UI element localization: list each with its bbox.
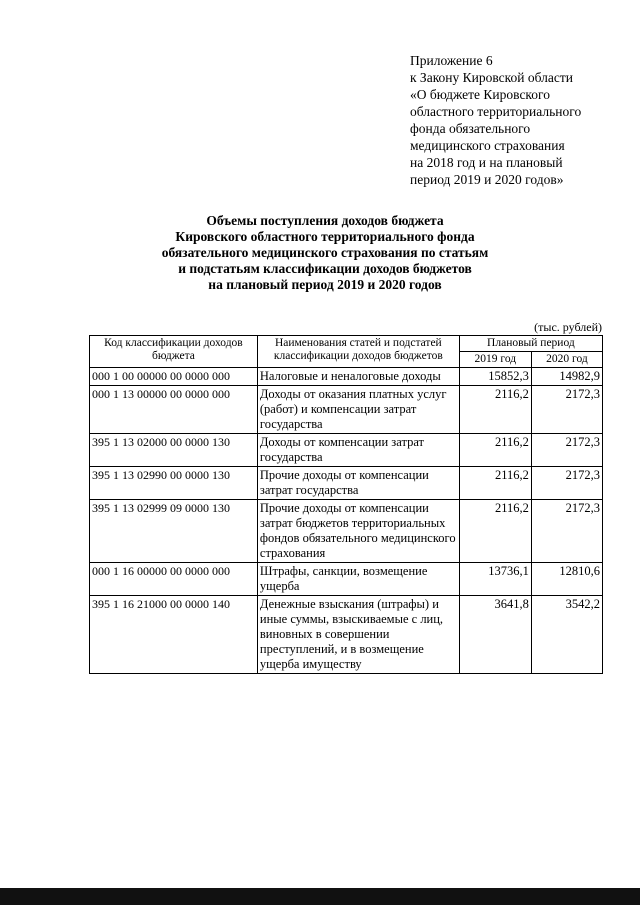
header-2020: 2020 год — [531, 352, 602, 368]
cell-name: Налоговые и неналоговые доходы — [257, 368, 459, 386]
table-row — [90, 368, 603, 386]
appendix-line: на 2018 год и на плановый — [410, 155, 563, 170]
header-code: Код классификации доходов бюджета — [90, 336, 258, 368]
cell-code: 000 1 00 00000 00 0000 000 — [90, 368, 258, 386]
cell-2019: 2116,2 — [459, 434, 531, 467]
cell-2020: 2172,3 — [531, 386, 602, 434]
scan-edge-bar — [0, 888, 640, 905]
cell-2019: 3641,8 — [459, 596, 531, 674]
appendix-note — [410, 52, 625, 188]
appendix-line: медицинского страхования — [410, 138, 565, 153]
table-row — [90, 500, 603, 563]
header-2019: 2019 год — [459, 352, 531, 368]
cell-name: Прочие доходы от компенсации затрат бюджетов территориальных фондов обязательного медицинского страхования — [257, 500, 459, 563]
appendix-line: областного территориального — [410, 104, 582, 119]
cell-name: Доходы от оказания платных услуг (работ) и компенсации затрат государства — [257, 386, 459, 434]
table-row — [90, 596, 603, 674]
cell-code: 395 1 13 02000 00 0000 130 — [90, 434, 258, 467]
title-line: на плановый период 2019 и 2020 годов — [208, 277, 442, 292]
cell-2019: 2116,2 — [459, 500, 531, 563]
cell-name: Прочие доходы от компенсации затрат государства — [257, 467, 459, 500]
cell-2019: 2116,2 — [459, 386, 531, 434]
appendix-line: «О бюджете Кировского — [410, 87, 551, 102]
cell-2020: 2172,3 — [531, 500, 602, 563]
cell-code: 395 1 13 02990 00 0000 130 — [90, 467, 258, 500]
appendix-line: к Закону Кировской области — [410, 70, 574, 85]
cell-2020: 3542,2 — [531, 596, 602, 674]
appendix-line: фонда обязательного — [410, 121, 531, 136]
cell-2019: 13736,1 — [459, 563, 531, 596]
header-period: Плановый период — [459, 336, 602, 352]
table-row — [90, 434, 603, 467]
table-row — [90, 467, 603, 500]
title-line: Кировского областного территориального фонда — [175, 229, 475, 244]
cell-2020: 2172,3 — [531, 467, 602, 500]
unit-label: (тыс. рублей) — [534, 320, 602, 334]
cell-2019: 2116,2 — [459, 467, 531, 500]
cell-2020: 14982,9 — [531, 368, 602, 386]
title-line: и подстатьям классификации доходов бюджетов — [178, 261, 472, 276]
cell-2019: 15852,3 — [459, 368, 531, 386]
table-row — [90, 563, 603, 596]
header-name: Наименования статей и подстатей классификации доходов бюджетов — [257, 336, 459, 368]
appendix-line: Приложение 6 — [410, 53, 493, 68]
cell-name: Штрафы, санкции, возмещение ущерба — [257, 563, 459, 596]
cell-2020: 2172,3 — [531, 434, 602, 467]
document-title — [100, 213, 550, 293]
cell-2020: 12810,6 — [531, 563, 602, 596]
cell-code: 000 1 13 00000 00 0000 000 — [90, 386, 258, 434]
revenue-table — [89, 335, 603, 674]
appendix-line: период 2019 и 2020 годов» — [410, 172, 564, 187]
title-line: обязательного медицинского страхования по статьям — [161, 245, 489, 260]
title-line: Объемы поступления доходов бюджета — [206, 213, 444, 228]
header-row — [90, 336, 603, 352]
cell-name: Доходы от компенсации затрат государства — [257, 434, 459, 467]
cell-code: 395 1 16 21000 00 0000 140 — [90, 596, 258, 674]
table-row — [90, 386, 603, 434]
cell-code: 000 1 16 00000 00 0000 000 — [90, 563, 258, 596]
cell-name: Денежные взыскания (штрафы) и иные суммы, взыскиваемые с лиц, виновных в совершении преступлений, и в возмещение ущерба имуществу — [257, 596, 459, 674]
cell-code: 395 1 13 02999 09 0000 130 — [90, 500, 258, 563]
